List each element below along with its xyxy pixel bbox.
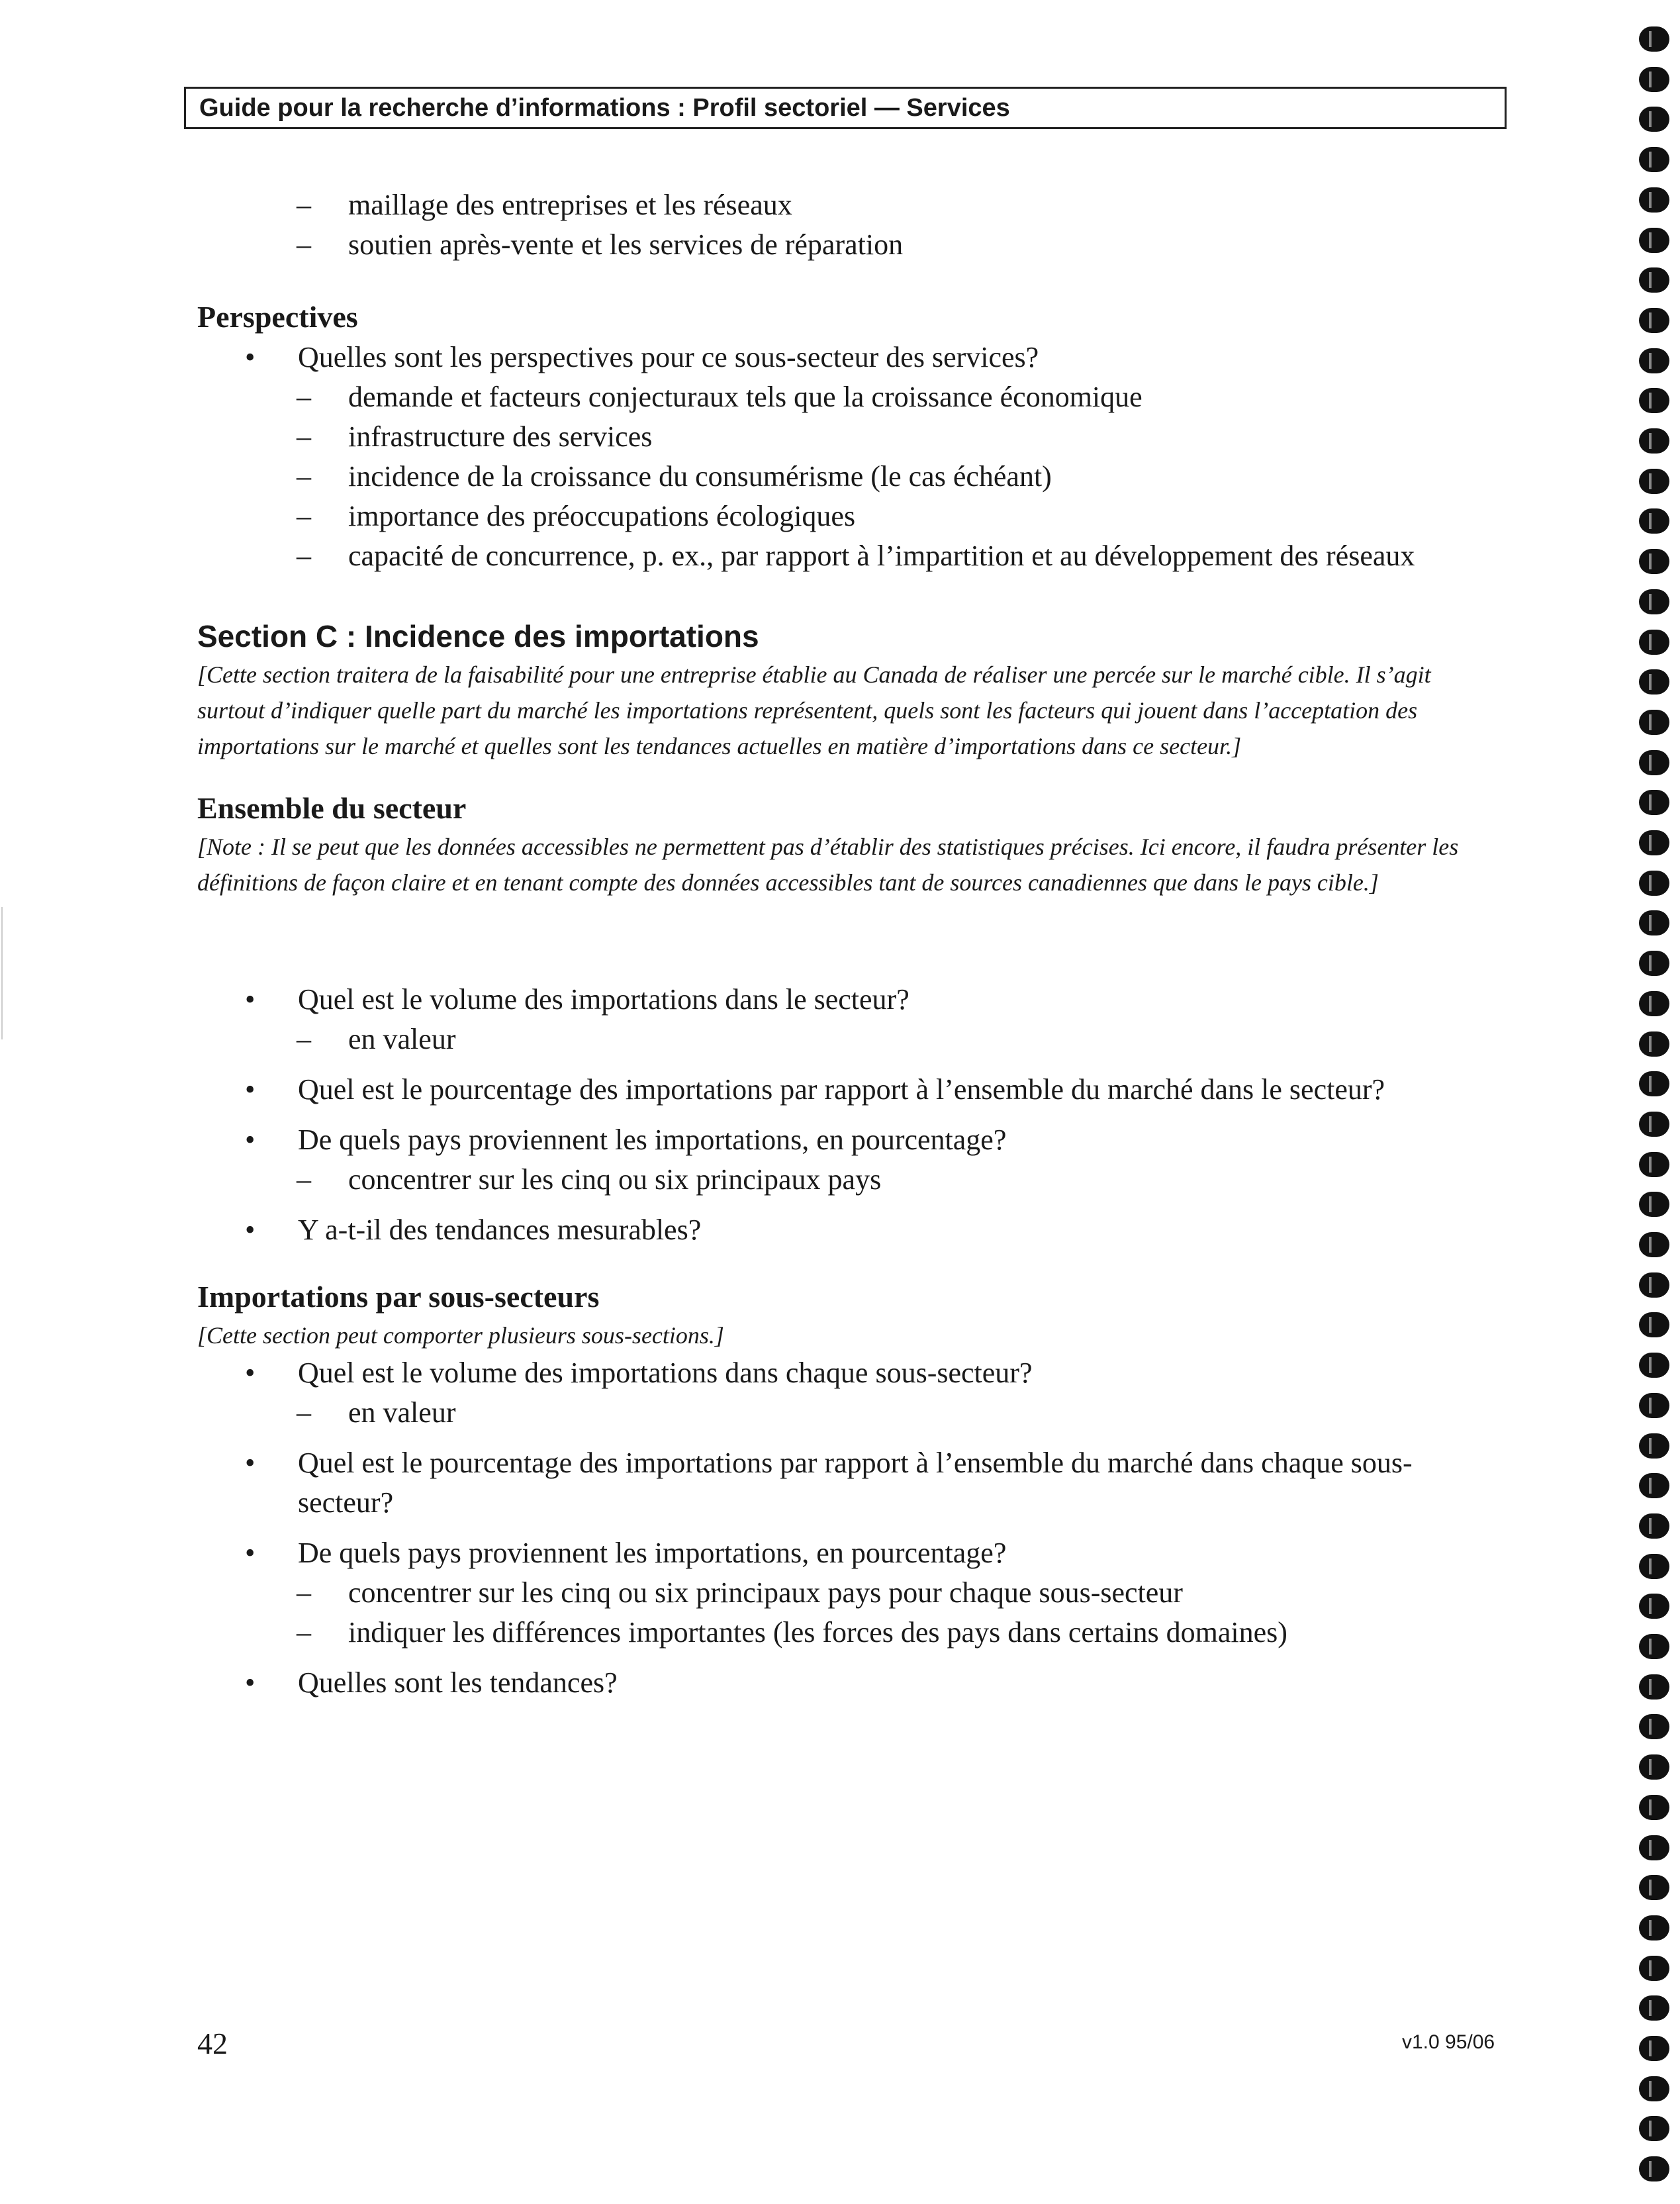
- binding-hole-icon: [1639, 2036, 1669, 2061]
- binding-hole-icon: [1639, 1393, 1669, 1418]
- binding-hole-icon: [1639, 2116, 1669, 2141]
- binding-hole-icon: [1639, 1915, 1669, 1940]
- binding-hole-icon: [1639, 1634, 1669, 1659]
- list-item: – en valeur: [297, 1023, 456, 1055]
- binding-hole-icon: [1639, 630, 1669, 655]
- binding-hole-icon: [1639, 428, 1669, 454]
- list-item: – incidence de la croissance du consumérisme (le cas échéant): [297, 460, 1052, 493]
- binding-hole-icon: [1639, 469, 1669, 494]
- binding-hole-icon: [1639, 267, 1669, 293]
- list-item: – concentrer sur les cinq ou six principaux pays: [297, 1163, 882, 1196]
- binding-hole-icon: [1639, 1754, 1669, 1780]
- binding-hole-icon: [1639, 1513, 1669, 1539]
- bullet-item: • De quels pays proviennent les importations, en pourcentage?: [245, 1124, 1007, 1156]
- binding-hole-icon: [1639, 951, 1669, 976]
- binding-hole-icon: [1639, 1473, 1669, 1498]
- binding-hole-icon: [1639, 1835, 1669, 1860]
- binding-hole-icon: [1639, 1795, 1669, 1820]
- binding-hole-icon: [1639, 1554, 1669, 1579]
- page-number: 42: [197, 2027, 228, 2060]
- binding-hole-icon: [1639, 750, 1669, 775]
- header-title: Guide pour la recherche d’informations : Profil sectoriel — Services: [199, 94, 1010, 122]
- binding-hole-icon: [1639, 1674, 1669, 1700]
- list-item: – indiquer les différences importantes (les forces des pays dans certains domaines): [297, 1616, 1287, 1649]
- list-item: – maillage des entreprises et les réseaux: [297, 189, 792, 221]
- binding-hole-icon: [1639, 228, 1669, 253]
- binding-hole-icon: [1639, 26, 1669, 52]
- running-header: [184, 87, 1507, 129]
- list-item: – importance des préoccupations écologiques: [297, 500, 856, 532]
- sous-secteurs-heading: Importations par sous-secteurs: [197, 1280, 600, 1314]
- perspectives-heading: Perspectives: [197, 300, 358, 334]
- binding-hole-icon: [1639, 790, 1669, 815]
- binding-hole-icon: [1639, 1312, 1669, 1337]
- binding-hole-icon: [1639, 1152, 1669, 1177]
- bullet-item: • Quel est le volume des importations dans chaque sous-secteur?: [245, 1357, 1033, 1389]
- binding-hole-icon: [1639, 991, 1669, 1016]
- section-c-heading: Section C : Incidence des importations: [197, 619, 759, 653]
- binding-hole-icon: [1639, 508, 1669, 534]
- binding-hole-icon: [1639, 388, 1669, 413]
- binding-hole-icon: [1639, 348, 1669, 373]
- section-c-note: [Cette section traitera de la faisabilité pour une entreprise établie au Canada de réaliser une percée sur le marché cible. Il s’agit surtout d’indiquer quelle part du marché les importations représentent, quels sont les facteurs qui jouent dans l’acceptation des importations sur le marché et quelles sont les tendances actuelles en matière d’importations dans ce secteur.]: [197, 661, 1431, 759]
- binding-hole-icon: [1639, 871, 1669, 896]
- scan-margin-line: [1, 907, 3, 1039]
- binding-hole-icon: [1639, 1353, 1669, 1378]
- binding-hole-icon: [1639, 1192, 1669, 1217]
- bullet-item: • Quel est le volume des importations dans le secteur?: [245, 983, 910, 1016]
- binding-hole-icon: [1639, 187, 1669, 213]
- list-item: – en valeur: [297, 1396, 456, 1429]
- bullet-item: • Quelles sont les perspectives pour ce sous-secteur des services?: [245, 341, 1039, 373]
- binding-hole-icon: [1639, 1995, 1669, 2021]
- binding-hole-icon: [1639, 1232, 1669, 1257]
- binding-hole-icon: [1639, 549, 1669, 574]
- binding-hole-icon: [1639, 910, 1669, 935]
- bullet-item: • Y a-t-il des tendances mesurables?: [245, 1214, 702, 1246]
- ensemble-note: [Note : Il se peut que les données accessibles ne permettent pas d’établir des statistiques précises. Ici encore, il faudra présenter les définitions de façon claire et en tenant compte des données accessibles tant de sources canadiennes que dans le pays cible.]: [197, 834, 1459, 896]
- binding-hole-icon: [1639, 710, 1669, 735]
- version-label: v1.0 95/06: [1402, 2031, 1495, 2053]
- binding-hole-icon: [1639, 67, 1669, 92]
- binding-hole-icon: [1639, 1714, 1669, 1739]
- bullet-item: • Quelles sont les tendances?: [245, 1666, 618, 1699]
- bullet-item: • Quel est le pourcentage des importations par rapport à l’ensemble du marché dans le secteur?: [245, 1073, 1385, 1106]
- list-item: – demande et facteurs conjecturaux tels que la croissance économique: [297, 381, 1143, 413]
- list-item: – soutien après-vente et les services de réparation: [297, 228, 904, 261]
- binding-hole-icon: [1639, 1071, 1669, 1096]
- binding-hole-icon: [1639, 147, 1669, 172]
- bullet-item: • De quels pays proviennent les importations, en pourcentage?: [245, 1537, 1007, 1569]
- binding-hole-icon: [1639, 1433, 1669, 1459]
- binding-hole-icon: [1639, 1272, 1669, 1298]
- list-item: – infrastructure des services: [297, 420, 653, 453]
- binding-hole-icon: [1639, 1112, 1669, 1137]
- binding-hole-icon: [1639, 308, 1669, 333]
- binding-hole-icon: [1639, 2076, 1669, 2101]
- sous-secteurs-note: [Cette section peut comporter plusieurs sous-sections.]: [197, 1322, 724, 1349]
- binding-hole-icon: [1639, 830, 1669, 855]
- binding-hole-icon: [1639, 1031, 1669, 1057]
- list-item: – capacité de concurrence, p. ex., par rapport à l’impartition et au développement des réseaux: [297, 540, 1415, 572]
- page-content: [197, 185, 1488, 1703]
- list-item: – concentrer sur les cinq ou six principaux pays pour chaque sous-secteur: [297, 1576, 1183, 1609]
- binding-hole-icon: [1639, 107, 1669, 132]
- ensemble-list: [197, 980, 1488, 1250]
- binding-hole-icon: [1639, 1594, 1669, 1619]
- binding-hole-icon: [1639, 669, 1669, 695]
- spiral-binding: [1639, 26, 1672, 2198]
- ensemble-heading: Ensemble du secteur: [197, 791, 467, 825]
- bullet-item: • Quel est le pourcentage des importations par rapport à l’ensemble du marché dans chaque sous-secteur?: [245, 1447, 1413, 1519]
- binding-hole-icon: [1639, 1875, 1669, 1900]
- binding-hole-icon: [1639, 2156, 1669, 2181]
- binding-hole-icon: [1639, 1956, 1669, 1981]
- binding-hole-icon: [1639, 589, 1669, 614]
